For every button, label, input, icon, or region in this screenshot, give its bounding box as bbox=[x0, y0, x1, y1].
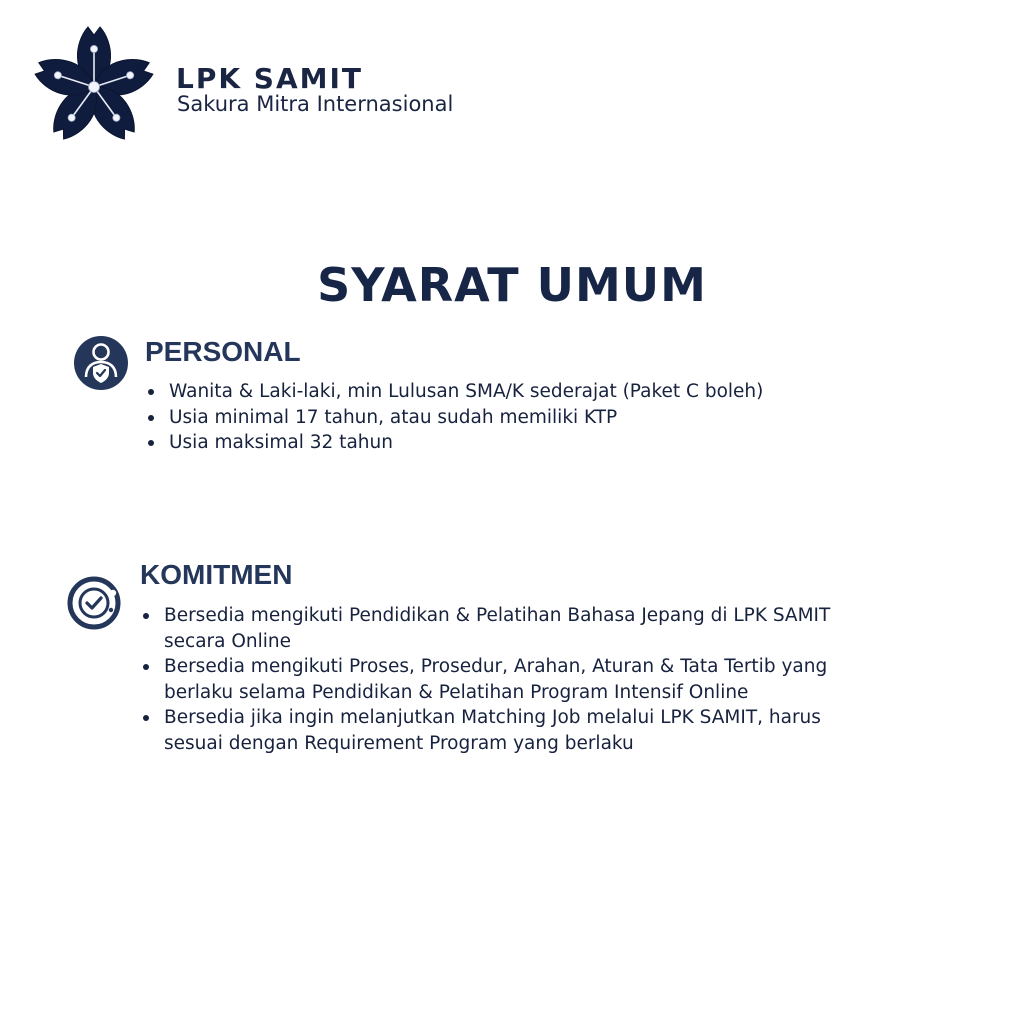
section-heading-komitmen: KOMITMEN bbox=[140, 559, 293, 590]
sakura-flower-logo-icon bbox=[28, 22, 160, 152]
list-item: Usia maksimal 32 tahun bbox=[145, 430, 905, 456]
requirement-list-personal bbox=[145, 379, 905, 456]
page-title: SYARAT UMUM bbox=[317, 258, 707, 312]
list-item: Bersedia mengikuti Pendidikan & Pelatihan Bahasa Jepang di LPK SAMIT secara Online bbox=[140, 603, 880, 654]
list-item: Wanita & Laki-laki, min Lulusan SMA/K sederajat (Paket C boleh) bbox=[145, 379, 905, 405]
list-item: Usia minimal 17 tahun, atau sudah memiliki KTP bbox=[145, 405, 905, 431]
list-item: Bersedia jika ingin melanjutkan Matching Job melalui LPK SAMIT, harus sesuai dengan Requirement Program yang berlaku bbox=[140, 705, 880, 756]
brand-name: LPK SAMIT bbox=[176, 62, 364, 95]
requirement-list-komitmen bbox=[140, 603, 880, 756]
section-heading-personal: PERSONAL bbox=[145, 336, 301, 367]
list-item: Bersedia mengikuti Proses, Prosedur, Arahan, Aturan & Tata Tertib yang berlaku selama Pendidikan & Pelatihan Program Intensif Online bbox=[140, 654, 880, 705]
person-shield-icon bbox=[74, 336, 128, 390]
brand-header bbox=[28, 22, 548, 152]
check-circle-icon bbox=[67, 576, 121, 630]
brand-subtitle: Sakura Mitra Internasional bbox=[177, 92, 454, 116]
